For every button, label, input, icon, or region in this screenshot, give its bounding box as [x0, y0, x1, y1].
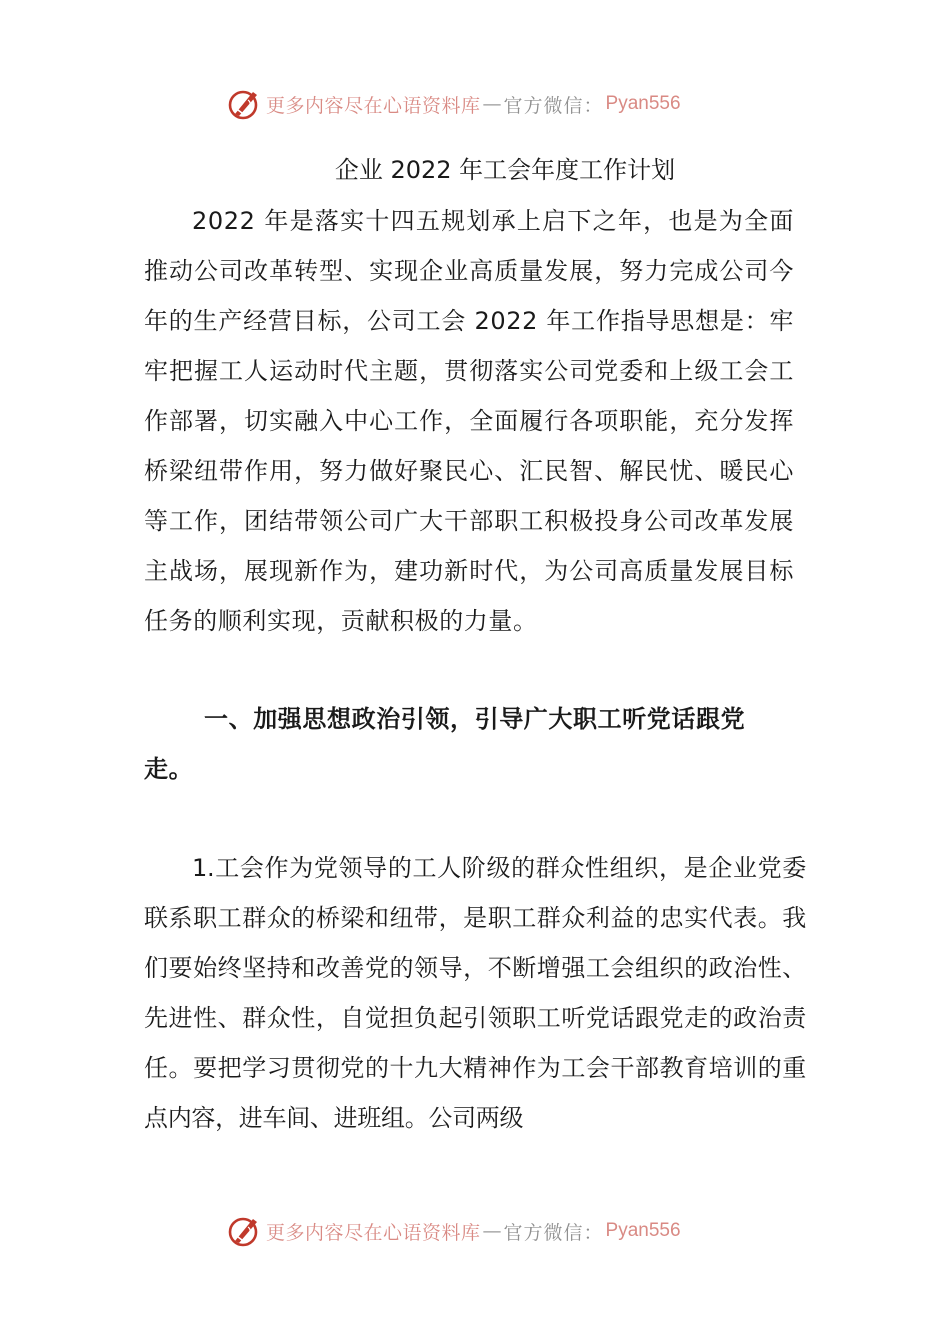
- intro-paragraph: 2022 年是落实十四五规划承上启下之年，也是为全面推动公司改革转型、实现企业高质量发展，努力完成公司今年的生产经营目标，公司工会 2022 年工作指导思想是：牢牢把握工人运动时代主题，贯彻落实公司党委和上级工会工作部署，切实融入中心工作，全面履行各项职能，充分发挥桥梁纽带作用，努力做好聚民心、汇民智、解民忧、暖民心等工作，团结带领公司广大干部职工积极投身公司改革发展主战场，展现新作为，建功新时代，为公司高质量发展目标任务的顺利实现，贡献积极的力量。: [144, 207, 794, 635]
- watermark-separator: —: [482, 93, 502, 115]
- watermark-banner-bottom: [226, 1211, 746, 1251]
- watermark-separator: —: [482, 1220, 502, 1242]
- document-title: 企业 2022 年工会年度工作计划: [334, 156, 676, 184]
- watermark-banner-top: [226, 84, 746, 124]
- watermark-wechat-id: Pyan556: [605, 1220, 681, 1241]
- watermark-label: 官方微信：: [503, 94, 604, 117]
- watermark-label: 官方微信：: [503, 1221, 604, 1244]
- watermark-text: 更多内容尽在心语资料库: [266, 94, 481, 117]
- item-1-paragraph: 1.工会作为党领导的工人阶级的群众性组织，是企业党委联系职工群众的桥梁和纽带，是职工群众利益的忠实代表。我们要始终坚持和改善党的领导，不断增强工会组织的政治性、先进性、群众性，自觉担负起引领职工听党话跟党走的政治责任。要把学习贯彻党的十九大精神作为工会干部教育培训的重点内容，进车间、进班组。公司两级: [144, 854, 806, 1132]
- watermark-wechat-id: Pyan556: [605, 93, 681, 114]
- watermark-text: 更多内容尽在心语资料库: [266, 1221, 481, 1244]
- section-heading: 一、加强思想政治引领，引导广大职工听党话跟党走。: [144, 705, 746, 783]
- quill-pen-logo-icon: [226, 1213, 262, 1249]
- quill-pen-logo-icon: [226, 86, 262, 122]
